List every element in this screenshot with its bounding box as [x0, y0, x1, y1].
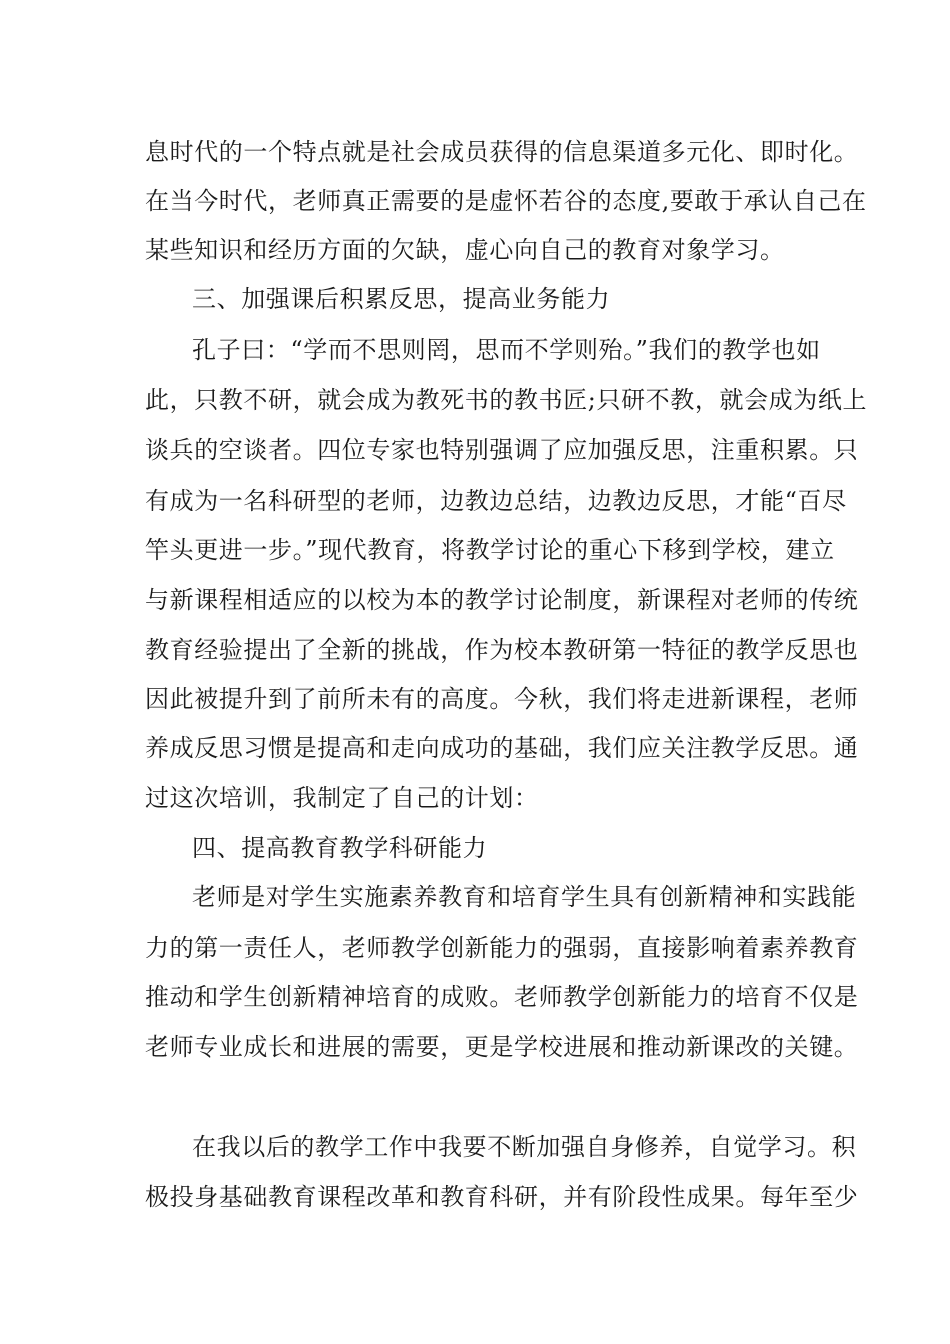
text-line: 因此被提升到了前所未有的高度。今秋，我们将走进新课程，老师 [145, 685, 859, 713]
text-line: 竿头更进一步。”现代教育，将教学讨论的重心下移到学校，建立 [145, 536, 835, 564]
text-line: 老师是对学生实施素养教育和培育学生具有创新精神和实践能 [192, 883, 857, 911]
text-line: 推动和学生创新精神培育的成败。老师教学创新能力的培育不仅是 [145, 983, 859, 1011]
text-line: 与新课程相适应的以校为本的教学讨论制度，新课程对老师的传统 [145, 586, 859, 614]
text-line: 力的第一责任人，老师教学创新能力的强弱，直接影响着素养教育 [145, 934, 859, 962]
text-line: 谈兵的空谈者。四位专家也特别强调了应加强反思，注重积累。只 [145, 436, 859, 464]
text-line: 某些知识和经历方面的欠缺，虚心向自己的教育对象学习。 [145, 236, 785, 264]
text-line: 在我以后的教学工作中我要不断加强自身修养，自觉学习。积 [192, 1133, 857, 1161]
text-line: 孔子曰：“学而不思则罔，思而不学则殆。”我们的教学也如 [192, 336, 821, 364]
text-line: 过这次培训，我制定了自己的计划： [145, 784, 539, 812]
text-line: 养成反思习惯是提高和走向成功的基础，我们应关注教学反思。通 [145, 734, 859, 762]
text-line: 教育经验提出了全新的挑战，作为校本教研第一特征的教学反思也 [145, 636, 859, 664]
section-heading: 三、加强课后积累反思，提高业务能力 [192, 285, 611, 313]
section-heading: 四、提高教育教学科研能力 [192, 834, 488, 862]
text-line: 在当今时代，老师真正需要的是虚怀若谷的态度,要敢于承认自己在 [145, 187, 867, 215]
text-line: 老师专业成长和进展的需要，更是学校进展和推动新课改的关键。 [145, 1033, 859, 1061]
text-line: 息时代的一个特点就是社会成员获得的信息渠道多元化、即时化。 [145, 138, 859, 166]
text-line: 此，只教不研，就会成为教死书的教书匠;只研不教，就会成为纸上 [145, 386, 868, 414]
text-line: 极投身基础教育课程改革和教育科研，并有阶段性成果。每年至少 [145, 1183, 859, 1211]
text-line: 有成为一名科研型的老师，边教边总结，边教边反思，才能“百尽 [145, 487, 847, 515]
